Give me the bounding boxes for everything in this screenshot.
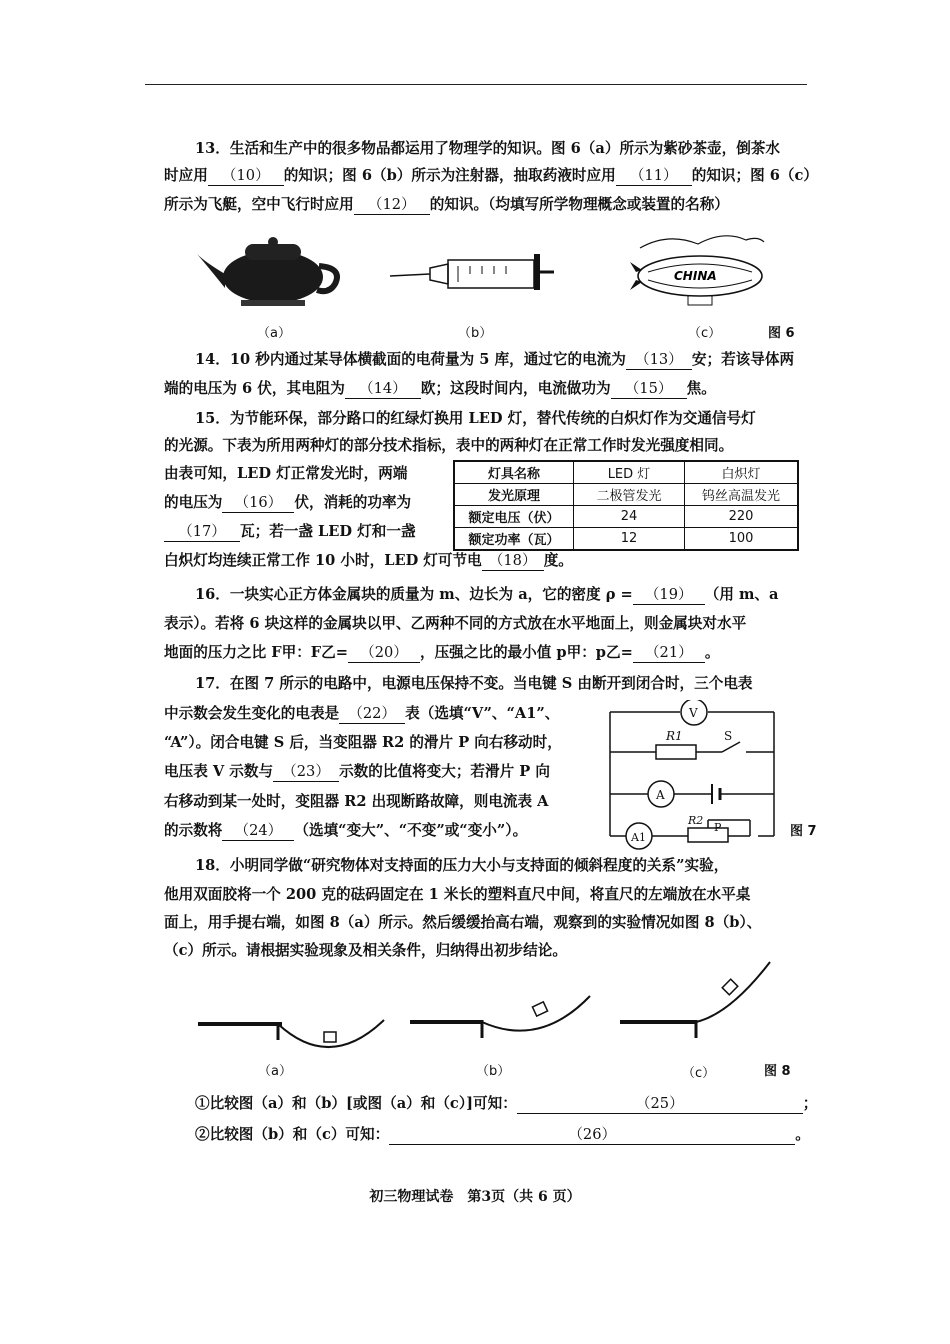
airship-figure xyxy=(628,226,768,322)
blank-11[interactable]: （11） xyxy=(616,167,692,186)
blank-18[interactable]: （18） xyxy=(482,552,544,571)
q16-line2: 表示）。若将 6 块这样的金属块以甲、乙两种不同的方式放在水平地面上，则金属块对水平 xyxy=(164,615,747,632)
fig6-cap-c: （c） xyxy=(688,326,722,341)
table-cell: 发光原理 xyxy=(454,484,574,506)
q18-line4: （c）所示。请根据实验现象及相关条件，归纳得出初步结论。 xyxy=(164,942,567,959)
blank-12[interactable]: （12） xyxy=(354,196,430,215)
fig6-cap-b: （b） xyxy=(458,326,493,341)
blank-26[interactable]: （26） xyxy=(389,1123,795,1145)
q15-line5: （17） 瓦；若一盏 LED 灯和一盏 xyxy=(164,523,416,542)
table-row xyxy=(454,484,798,506)
fig7-label: 图 7 xyxy=(790,824,817,839)
airship-label: CHINA xyxy=(674,269,717,283)
blank-16[interactable]: （16） xyxy=(222,494,294,513)
blank-21[interactable]: （21） xyxy=(633,644,705,663)
fig8-cap-c: （c） xyxy=(682,1066,716,1081)
q15-line3: 由表可知，LED 灯正常发光时，两端 xyxy=(164,465,408,482)
blank-14[interactable]: （14） xyxy=(345,380,421,399)
blank-17[interactable]: （17） xyxy=(164,523,240,542)
voltmeter-label: V xyxy=(689,706,698,720)
blank-20[interactable]: （20） xyxy=(348,644,420,663)
fig6-label: 图 6 xyxy=(768,326,795,341)
blank-22[interactable]: （22） xyxy=(339,705,405,724)
ruler-figure-8c xyxy=(620,960,780,1050)
table-row xyxy=(454,506,798,528)
fig6-cap-a: （a） xyxy=(257,326,291,341)
table-cell: 钨丝高温发光 xyxy=(685,484,799,506)
q18-line3: 面上，用手提右端，如图 8（a）所示。然后缓缓抬高右端，观察到的实验情况如图 8（b）、 xyxy=(164,914,762,931)
table-cell: 二极管发光 xyxy=(574,484,685,506)
q16-line3: 地面的压力之比 F甲：F乙= （20） ，压强之比的最小值 p甲：p乙= （21） 。 xyxy=(164,644,720,661)
q17-line4: 电压表 V 示数与 （23） 示数的比值将变大；若滑片 P 向 xyxy=(164,763,550,780)
blank-10[interactable]: （10） xyxy=(208,167,284,186)
blank-25[interactable]: （25） xyxy=(517,1092,803,1114)
q15-line6: 白炽灯均连续正常工作 10 小时，LED 灯可节电 （18） 度。 xyxy=(164,552,573,569)
q14-line1: 14．10 秒内通过某导体横截面的电荷量为 5 库，通过它的电流为 （13） 安；若该导体两 xyxy=(195,351,795,368)
table-cell: 220 xyxy=(685,506,799,528)
page-footer: 初三物理试卷 第3页（共 6 页） xyxy=(369,1189,581,1205)
top-rule xyxy=(145,84,807,85)
table-row xyxy=(454,528,798,551)
fig8-cap-b: （b） xyxy=(476,1064,511,1079)
slider-p-label: P xyxy=(714,821,722,834)
blank-19[interactable]: （19） xyxy=(633,586,705,605)
table-cell: 100 xyxy=(685,528,799,551)
q13-line1: 13．生活和生产中的很多物品都运用了物理学的知识。图 6（a）所示为紫砂茶壶，倒茶水 xyxy=(195,140,780,157)
q16-line1: 16．一块实心正方体金属块的质量为 m、边长为 a，它的密度 ρ = （19） （用 m、a xyxy=(195,586,779,603)
q17-line5: 右移动到某一处时，变阻器 R2 出现断路故障，则电流表 A xyxy=(164,793,549,810)
table-row xyxy=(454,461,798,484)
table-cell: 灯具名称 xyxy=(454,461,574,484)
lamp-spec-table xyxy=(453,460,799,551)
blank-24[interactable]: （24） xyxy=(222,822,294,841)
q13-line3: 所示为飞艇，空中飞行时应用 （12） 的知识。（均填写所学物理概念或装置的名称） xyxy=(164,196,729,213)
ammeter-a1-label: A1 xyxy=(631,831,646,844)
q15-line1: 15．为节能环保，部分路口的红绿灯换用 LED 灯，替代传统的白炽灯作为交通信号灯 xyxy=(195,410,756,427)
switch-s-label: S xyxy=(724,729,733,743)
ruler-figure-8a xyxy=(198,1010,388,1060)
syringe-figure xyxy=(388,252,558,292)
q14-line2: 端的电压为 6 伏，其电阻为 （14） 欧；这段时间内，电流做功为 （15） 焦。 xyxy=(164,380,716,397)
q17-line6: 的示数将 （24） （选填“变大”、“不变”或“变小”）。 xyxy=(164,822,528,839)
table-cell: LED 灯 xyxy=(574,461,685,484)
resistor-r1-label: R1 xyxy=(666,729,683,743)
q15-line4: 的电压为 （16） 伏，消耗的功率为 xyxy=(164,494,412,511)
blank-13[interactable]: （13） xyxy=(626,351,692,370)
table-cell: 24 xyxy=(574,506,685,528)
ruler-figure-8b xyxy=(410,990,600,1050)
q17-line1: 17．在图 7 所示的电路中，电源电压保持不变。当电键 S 由断开到闭合时，三个电表 xyxy=(195,675,753,692)
rheostat-r2-label: R2 xyxy=(688,814,704,827)
fig8-cap-a: （a） xyxy=(258,1064,292,1079)
answer-26-row: ②比较图（b）和（c）可知： （26） 。 xyxy=(195,1123,810,1145)
blank-15[interactable]: （15） xyxy=(611,380,687,399)
table-cell: 额定电压（伏） xyxy=(454,506,574,528)
fig8-label: 图 8 xyxy=(764,1064,791,1079)
q13-line2: 时应用 （10） 的知识；图 6（b）所示为注射器，抽取药液时应用 （11） 的知识；图 6（c） xyxy=(164,167,818,184)
q18-line2: 他用双面胶将一个 200 克的砝码固定在 1 米长的塑料直尺中间，将直尺的左端放在水平桌 xyxy=(164,886,751,903)
q15-line2: 的光源。下表为所用两种灯的部分技术指标，表中的两种灯在正常工作时发光强度相同。 xyxy=(164,437,734,454)
q18-line1: 18．小明同学做“研究物体对支持面的压力大小与支持面的倾斜程度的关系”实验， xyxy=(195,857,729,874)
answer-25-row: ①比较图（a）和（b）[或图（a）和（c）]可知： （25） ； xyxy=(195,1092,817,1114)
circuit-figure-7 xyxy=(604,700,790,850)
table-cell: 白炽灯 xyxy=(685,461,799,484)
ammeter-label: A xyxy=(656,788,665,802)
teapot-figure xyxy=(195,232,345,312)
q17-line2: 中示数会发生变化的电表是 （22） 表（选填“V”、“A1”、 xyxy=(164,705,560,722)
blank-23[interactable]: （23） xyxy=(273,763,339,782)
table-cell: 额定功率（瓦） xyxy=(454,528,574,551)
table-cell: 12 xyxy=(574,528,685,551)
q17-line3: “A”）。闭合电键 S 后，当变阻器 R2 的滑片 P 向右移动时， xyxy=(164,734,562,751)
